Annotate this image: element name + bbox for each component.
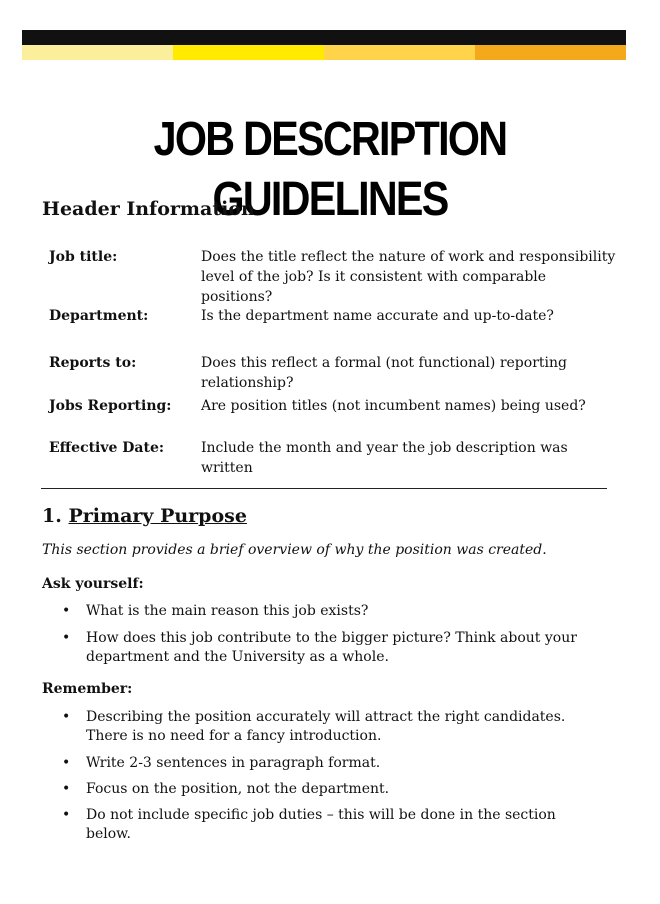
info-text: Is the department name accurate and up-to-date? <box>201 308 554 324</box>
list-item-text: Focus on the position, not the department. <box>86 781 390 797</box>
info-text: Include the month and year the job description was written <box>201 440 568 476</box>
list-item-text: What is the main reason this job exists? <box>86 603 369 619</box>
info-text: Does the title reflect the nature of work and responsibility level of the job? Is it consistent with comparable positions? <box>201 249 616 305</box>
color-stripe-band <box>22 45 626 60</box>
bullet-icon: • <box>62 755 71 771</box>
section-title: Primary Purpose <box>68 505 247 527</box>
stripe-orange <box>475 45 626 60</box>
info-text: Does this reflect a formal (not functional) reporting relationship? <box>201 355 567 391</box>
list-item-text: Do not include specific job duties – this will be done in the section below. <box>86 807 556 842</box>
section-intro: This section provides a brief overview of why the position was created. <box>42 542 547 558</box>
info-label: Reports to: <box>49 355 137 371</box>
bullet-icon: • <box>62 807 71 823</box>
info-label: Job title: <box>49 249 118 265</box>
stripe-gold <box>324 45 475 60</box>
info-label: Department: <box>49 308 149 324</box>
section-divider <box>41 488 607 489</box>
page-title: JOB DESCRIPTION GUIDELINES <box>153 113 507 226</box>
list-item-text: Write 2-3 sentences in paragraph format. <box>86 755 381 771</box>
list-item-text: Describing the position accurately will attract the right candidates. There is no need for a fancy introduction. <box>86 709 566 744</box>
bullet-icon: • <box>62 603 71 619</box>
top-black-bar <box>22 30 626 45</box>
stripe-yellow <box>173 45 324 60</box>
bullet-icon: • <box>62 781 71 797</box>
info-label: Jobs Reporting: <box>49 398 172 414</box>
bullet-icon: • <box>62 709 71 725</box>
remember-heading: Remember: <box>42 681 133 697</box>
info-label: Effective Date: <box>49 440 165 456</box>
list-item-text: How does this job contribute to the bigger picture? Think about your department and the University as a whole. <box>86 630 577 665</box>
stripe-pale-yellow <box>22 45 173 60</box>
section-number: 1. <box>42 505 62 527</box>
info-text: Are position titles (not incumbent names) being used? <box>201 398 586 414</box>
bullet-icon: • <box>62 630 71 646</box>
ask-yourself-heading: Ask yourself: <box>42 576 144 592</box>
section-1-heading <box>42 505 247 527</box>
header-info-heading: Header Information <box>42 198 255 220</box>
